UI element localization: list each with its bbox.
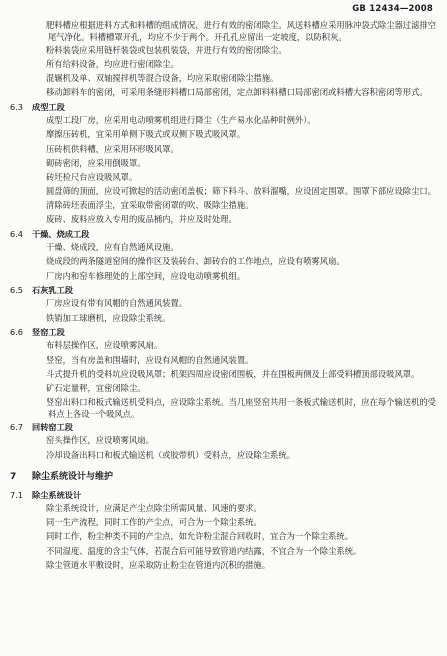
clause-text: 窑头操作区，应设喷雾风扇。 xyxy=(46,435,154,446)
clause-number xyxy=(10,547,46,558)
clause xyxy=(10,313,438,325)
clause-text: 移动卸料车的密闭，可采用条缝形料槽口局部密闭，定点卸料料槽口局部密闭或料槽大容积密闭等形式。 xyxy=(46,87,428,98)
clause-text: 肥料槽应根据进料方式和料槽的组成情况，进行有效的密闭除尘。风送料槽应采用脉冲袋式除尘器过滤排空尾气净化。料槽槽罩开孔，均应不少于两个。开孔孔应留出一定坡度，以防积灰。 xyxy=(46,20,436,42)
clause xyxy=(10,560,438,572)
clause-text: 矿石定量秤，宜密闭除尘。 xyxy=(46,382,146,393)
clause xyxy=(10,200,438,212)
clause-text: 斗式提升机的受料坑应设吸风罩；机架四周应设密闭围板，并在围板两侧及上部受料槽顶部设吸风罩。 xyxy=(46,368,420,379)
clause xyxy=(10,214,438,226)
clause-number xyxy=(10,451,46,462)
clause-text: 所有给料设备，均应进行密闭除尘。 xyxy=(46,58,179,69)
clause-number xyxy=(10,314,46,325)
clause xyxy=(10,158,438,170)
clause-text: 除尘管道水平敷设时，应采取防止粉尘在管道内沉积的措施。 xyxy=(46,559,271,570)
clause-number xyxy=(10,299,46,310)
clause-text: 除尘系统设计 xyxy=(32,489,82,500)
clause xyxy=(10,435,438,447)
clause-number: 6.6 xyxy=(10,327,24,338)
clause-text: 竖窑工段 xyxy=(32,327,65,338)
clause-number xyxy=(10,504,46,515)
clause-number xyxy=(10,532,46,543)
clause-number xyxy=(10,215,46,226)
clause-text: 竖窑，当有房盖和围墙时，应设有风帽的自然通风装置。 xyxy=(46,354,254,365)
clause xyxy=(10,517,438,529)
clause xyxy=(10,355,438,367)
clause-text: 干燥、烧成工段 xyxy=(32,229,90,240)
clause-text: 不同湿度、温度的含尘气体，若混合后可能导致管道内结露，不宜合为一个除尘系统。 xyxy=(46,545,362,556)
section-heading xyxy=(10,422,438,433)
section-heading xyxy=(10,229,438,240)
clause-text: 压砖机供料槽，应采用环形吸风罩。 xyxy=(46,143,179,154)
clause-text: 石灰乳工段 xyxy=(32,285,73,296)
clause xyxy=(10,87,438,99)
clause-number xyxy=(10,257,46,268)
clause-text: 同一生产流程，同时工作的产尘点，可合为一个除尘系统。 xyxy=(46,517,262,528)
clause xyxy=(10,186,438,198)
clause xyxy=(10,369,438,381)
clause-number xyxy=(10,173,46,184)
clause-number xyxy=(10,436,46,447)
clause xyxy=(10,59,438,71)
clause-text: 铁销加工球磨机，应设除尘系统。 xyxy=(46,312,171,323)
clause-text: 干燥、烧成段，应有自然通风设施。 xyxy=(46,242,179,253)
clause-number xyxy=(10,201,46,212)
section-heading xyxy=(10,327,438,338)
clause-text: 同时工作，粉尘种类不同的产尘点，如允许粉尘混合回收时，宜合为一个除尘系统。 xyxy=(46,531,353,542)
clause-text: 混辗机及单、双轴搅拌机等混合设备，均应采取密闭除尘措施。 xyxy=(46,73,279,84)
clause xyxy=(10,340,438,352)
clause-number xyxy=(10,518,46,529)
clause-number: 6.4 xyxy=(10,229,24,240)
clause-text: 竖窑出料口和板式输送机受料点，应设除尘系统。当几座竖窑共用一条板式输送机时，应在每个输送机的受料点上各设一个吸风点。 xyxy=(46,397,436,419)
clause-number xyxy=(10,130,46,141)
clause-text: 冷却设备出料口和板式输送机（或胶带机）受料点，应设除尘系统。 xyxy=(46,449,295,460)
clause-number xyxy=(10,21,46,32)
clause-text: 厂房应设有带有风帽的自然通风装置。 xyxy=(46,298,188,309)
clause-number xyxy=(10,46,46,57)
clause-number xyxy=(10,341,46,352)
clause xyxy=(10,129,438,141)
standard-number: GB 12434—2008 xyxy=(352,4,433,14)
clause xyxy=(10,298,438,310)
clause xyxy=(10,242,438,254)
clause-number: 7 xyxy=(10,472,17,483)
clause-text: 成型工段厂房，应采用电动喷雾机组进行降尘（生产易水化品种时例外）。 xyxy=(46,115,316,126)
clause xyxy=(10,450,438,462)
clause-text: 回转窑工段 xyxy=(32,422,73,433)
clause xyxy=(10,172,438,184)
section-heading xyxy=(10,102,438,113)
clause-number: 6.7 xyxy=(10,422,24,433)
clause-text: 砌砖密闭，应采用倒吸罩。 xyxy=(46,157,146,168)
clause-text: 布料层操作区，应设喷雾风扇。 xyxy=(46,340,163,351)
clause-text: 粉料装袋应采用链杆装袋或包装机装袋，并进行有效的密闭除尘。 xyxy=(46,44,287,55)
clause-number xyxy=(10,60,46,71)
clause-number xyxy=(10,145,46,156)
clause xyxy=(10,503,438,515)
clause xyxy=(10,73,438,85)
clause-number: 7.1 xyxy=(10,489,24,500)
document-body xyxy=(10,20,438,574)
chapter-heading xyxy=(10,472,438,483)
clause-number xyxy=(10,116,46,127)
clause xyxy=(10,531,438,543)
clause xyxy=(10,546,438,558)
clause-number xyxy=(10,370,46,381)
clause-text: 清除砖坯表面浮尘，宜采取带密闭罩的吹、吸除尘措施。 xyxy=(46,200,254,211)
clause-number xyxy=(10,398,46,409)
clause-number xyxy=(10,159,46,170)
section-heading xyxy=(10,490,438,501)
clause xyxy=(10,256,438,268)
clause-text: 圆盘筛的顶面，应设可掀起的活动密闭盖板；筛下料斗、放料溜嘴，应设固定围罩。围罩下部应设除尘口。 xyxy=(46,186,436,197)
clause-text: 除尘系统设计与维护 xyxy=(32,472,114,483)
clause-number xyxy=(10,243,46,254)
clause-text: 厂房内和窑车修理处的上部空间，应设电动喷雾机组。 xyxy=(46,270,246,281)
clause-text: 烧成段的两条隧道窑间的操作区及装砖台、卸砖台的工作地点，应设有喷雾风扇。 xyxy=(46,256,345,267)
clause-number xyxy=(10,272,46,283)
clause-number xyxy=(10,74,46,85)
clause xyxy=(10,144,438,156)
clause xyxy=(10,45,438,57)
clause-number: 6.5 xyxy=(10,285,24,296)
clause-text: 除尘系统设计，应满足产尘点除尘所需风量、风速的要求。 xyxy=(46,503,262,514)
clause xyxy=(10,271,438,283)
clause-number xyxy=(10,384,46,395)
clause xyxy=(10,115,438,127)
clause-number xyxy=(10,187,46,198)
clause-number xyxy=(10,88,46,99)
clause-number xyxy=(10,356,46,367)
clause-text: 废砖、废料应放入专用的废品桶内，并应及时处理。 xyxy=(46,214,237,225)
clause xyxy=(10,397,438,419)
clause xyxy=(10,383,438,395)
clause xyxy=(10,20,438,42)
clause-number xyxy=(10,561,46,572)
clause-text: 摩擦压砖机，宜采用单侧下吸式或双侧下吸式吸风罩。 xyxy=(46,129,246,140)
clause-number: 6.3 xyxy=(10,101,24,112)
section-heading xyxy=(10,285,438,296)
clause-text: 成型工段 xyxy=(32,101,65,112)
clause-text: 砖坯检尺台应设吸风罩。 xyxy=(46,171,138,182)
